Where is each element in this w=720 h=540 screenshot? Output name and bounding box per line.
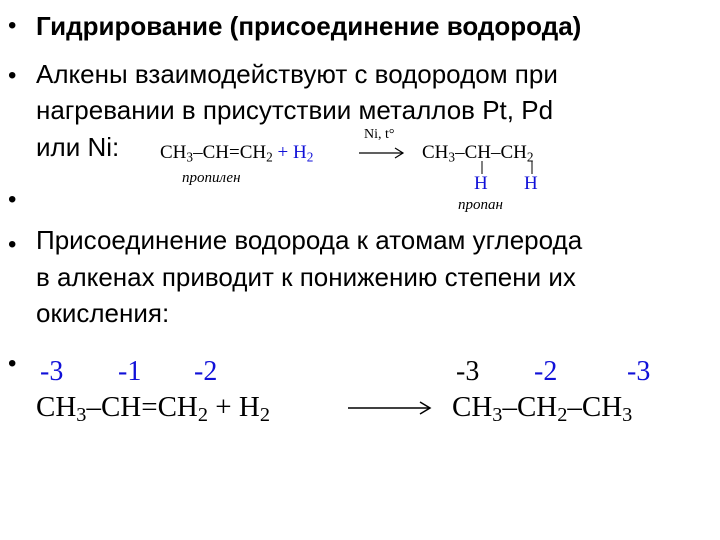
hydrogen-reagent: + H2 <box>277 142 314 165</box>
text-line-5: Присоединение водорода к атомам углерода <box>36 225 583 255</box>
reactant-name: пропилен <box>182 170 241 186</box>
added-hydrogen-atom-2: H <box>524 173 538 194</box>
bullet-1: • <box>8 12 17 39</box>
text-line-4: или Ni: <box>36 132 120 162</box>
bullet-5: • <box>8 350 17 377</box>
bullet-4: • <box>8 231 17 258</box>
slide-heading: Гидрирование (присоединение водорода) <box>36 11 582 41</box>
bullet-3: • <box>8 186 17 213</box>
oxidation-state-reactant-c1: -3 <box>40 356 64 387</box>
product-formula-propane: CH3–CH–CH2 <box>422 142 534 165</box>
product-name: пропан <box>458 197 503 213</box>
reaction-arrow-1 <box>357 145 407 161</box>
text-line-6: в алкенах приводит к понижению степени их <box>36 262 576 292</box>
text-line-2: Алкены взаимодействуют с водородом при <box>36 59 558 89</box>
product-formula-2: CH3–CH2–CH3 <box>452 391 633 427</box>
oxidation-state-product-c1: -3 <box>456 356 480 387</box>
reactant-formula-propylene: CH3–CH=CH2 + H2 <box>160 142 314 165</box>
oxidation-state-product-c2: -2 <box>534 356 558 387</box>
text-line-3: нагревании в присутствии металлов Pt, Pd <box>36 95 554 125</box>
reactant-formula-2: CH3–CH=CH2 + H2 <box>36 391 270 427</box>
oxidation-state-product-c3: -3 <box>627 356 651 387</box>
oxidation-state-reactant-c3: -2 <box>194 356 218 387</box>
text-line-7: окисления: <box>36 298 170 328</box>
reaction-condition: Ni, t° <box>364 127 395 142</box>
reaction-arrow-2 <box>346 398 434 418</box>
oxidation-state-reactant-c2: -1 <box>118 356 142 387</box>
added-hydrogen-atom-1: H <box>474 173 488 194</box>
bullet-2: • <box>8 62 17 89</box>
